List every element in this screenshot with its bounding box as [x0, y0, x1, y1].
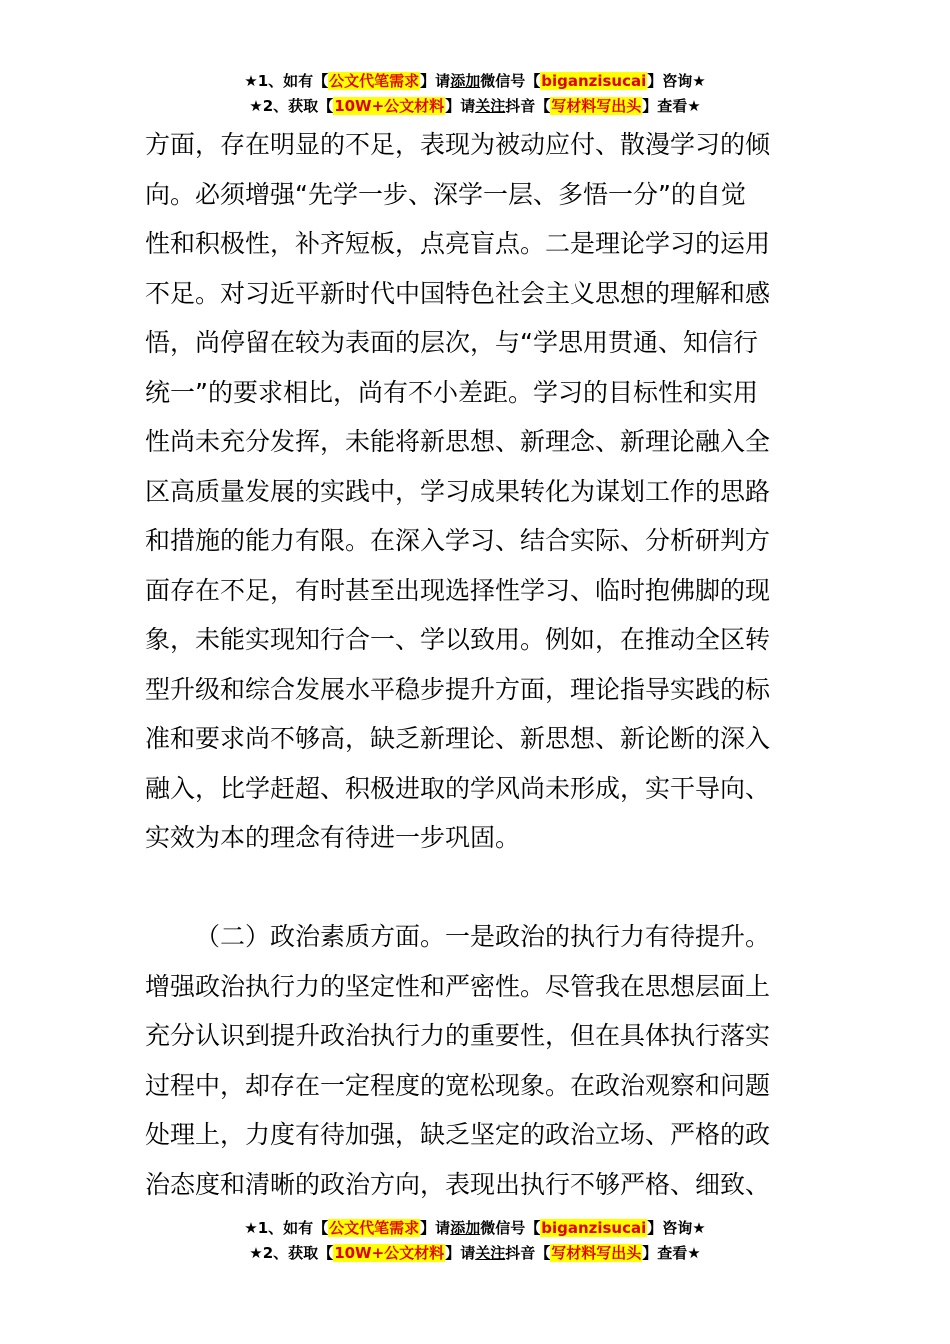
header-highlight-materials: 10W+公文材料 [334, 97, 445, 115]
footer-highlight-materials: 10W+公文材料 [334, 1244, 445, 1262]
text-line: 型升级和综合发展水平稳步提升方面，理论指导实践的标 [145, 674, 771, 704]
footer-line-2 [0, 1241, 950, 1266]
footer-underline-add: 添加 [450, 1219, 481, 1237]
header-line-2-text: 】请 [445, 97, 476, 115]
footer-line-1-prefix: ★1、如有【 [244, 1219, 329, 1237]
header-line-2 [0, 94, 950, 119]
text-line: 融入，比学赶超、积极进取的学风尚未形成，实干导向、 [145, 773, 771, 803]
text-line: 面存在不足，有时甚至出现选择性学习、临时抱佛脚的现 [145, 575, 771, 605]
footer-banner [0, 1216, 950, 1266]
footer-line-1-text: 】请 [420, 1219, 451, 1237]
text-line: 增强政治执行力的坚定性和严密性。尽管我在思想层面上 [145, 971, 771, 1001]
header-highlight-wechat: biganzisucai [541, 72, 647, 90]
footer-line-1-suffix: 】咨询★ [647, 1219, 706, 1237]
text-line: 处理上，力度有待加强，缺乏坚定的政治立场、严格的政 [145, 1120, 771, 1149]
text-line: 实效为本的理念有待进一步巩固。 [145, 823, 521, 852]
text-line: 方面，存在明显的不足，表现为被动应付、散漫学习的倾 [145, 130, 771, 159]
text-line: 准和要求尚不够高，缺乏新理论、新思想、新论断的深入 [145, 724, 771, 753]
header-line-1-text-2: 微信号【 [480, 72, 541, 90]
text-line: 性尚未充分发挥，未能将新思想、新理念、新理论融入全 [145, 427, 771, 456]
footer-line-2-text-2: 抖音【 [505, 1244, 551, 1262]
footer-highlight-wechat: biganzisucai [541, 1219, 647, 1237]
text-line: 不足。对习近平新时代中国特色社会主义思想的理解和感 [145, 278, 771, 308]
text-line: 统一”的要求相比，尚有不小差距。学习的目标性和实用 [145, 377, 758, 407]
footer-highlight-douyin: 写材料写出头 [551, 1244, 642, 1262]
header-underline-follow: 关注 [475, 97, 506, 115]
header-highlight-service: 公文代笔需求 [329, 72, 420, 90]
footer-line-1-text-2: 微信号【 [480, 1219, 541, 1237]
text-line: 性和积极性，补齐短板，点亮盲点。二是理论学习的运用 [145, 229, 771, 258]
header-highlight-douyin: 写材料写出头 [551, 97, 642, 115]
header-line-1-suffix: 】咨询★ [647, 72, 706, 90]
text-line: 过程中，却存在一定程度的宽松现象。在政治观察和问题 [145, 1070, 771, 1100]
paragraph-2 [145, 912, 810, 1209]
header-line-1 [0, 69, 950, 94]
header-banner [0, 69, 950, 119]
paragraph-spacer [145, 863, 810, 913]
text-line: 区高质量发展的实践中，学习成果转化为谋划工作的思路 [145, 476, 771, 506]
header-underline-add: 添加 [450, 72, 481, 90]
text-line: 和措施的能力有限。在深入学习、结合实际、分析研判方 [145, 526, 771, 555]
footer-line-2-text: 】请 [445, 1244, 476, 1262]
header-line-2-text-2: 抖音【 [505, 97, 551, 115]
text-line: 象，未能实现知行合一、学以致用。例如，在推动全区转 [145, 625, 771, 654]
footer-underline-follow: 关注 [475, 1244, 506, 1262]
paragraph-1 [145, 120, 810, 863]
footer-line-2-suffix: 】查看★ [642, 1244, 701, 1262]
header-line-1-prefix: ★1、如有【 [244, 72, 329, 90]
document-body [145, 120, 810, 1209]
text-line-indented: （二）政治素质方面。一是政治的执行力有待提升。 [195, 922, 771, 951]
footer-line-2-prefix: ★2、获取【 [249, 1244, 334, 1262]
header-line-2-suffix: 】查看★ [642, 97, 701, 115]
header-line-2-prefix: ★2、获取【 [249, 97, 334, 115]
text-line: 治态度和清晰的政治方向，表现出执行不够严格、细致、 [145, 1169, 771, 1199]
header-line-1-text: 】请 [420, 72, 451, 90]
text-line: 向。必须增强“先学一步、深学一层、多悟一分”的自觉 [145, 179, 746, 209]
text-line: 悟，尚停留在较为表面的层次，与“学思用贯通、知信行 [145, 328, 758, 357]
footer-line-1 [0, 1216, 950, 1241]
footer-highlight-service: 公文代笔需求 [329, 1219, 420, 1237]
text-line: 充分认识到提升政治执行力的重要性，但在具体执行落实 [145, 1021, 771, 1050]
